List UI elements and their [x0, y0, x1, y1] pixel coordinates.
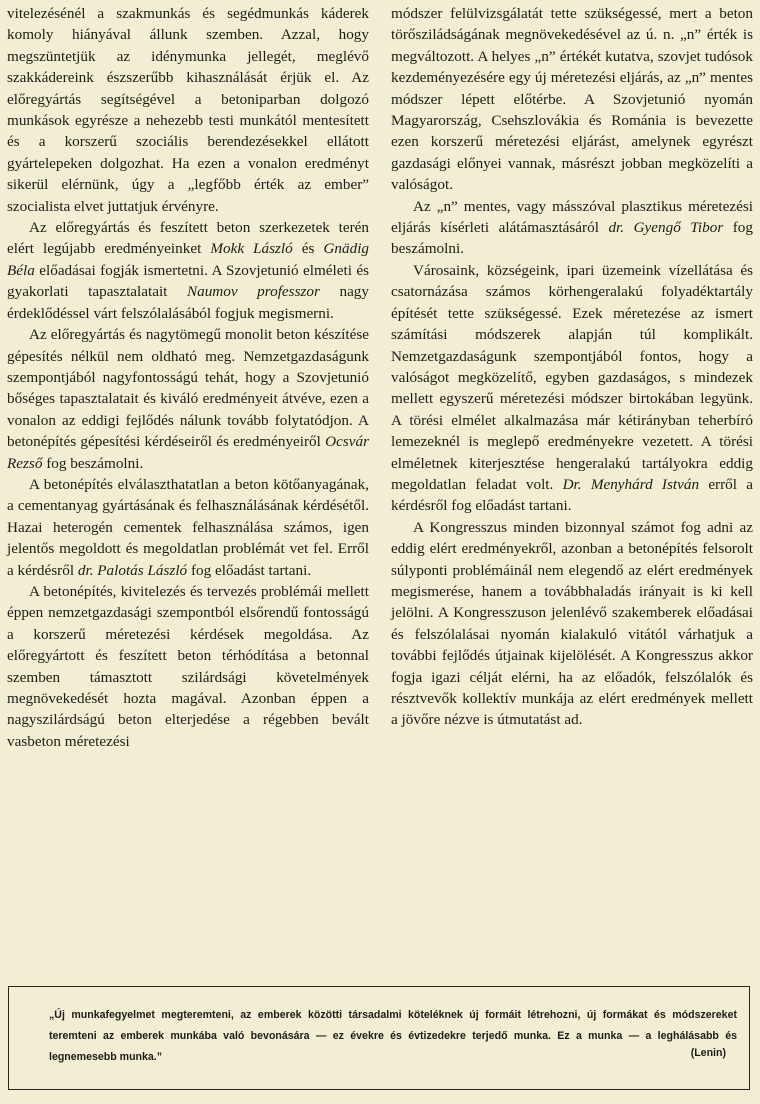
paragraph	[391, 3, 753, 196]
right-column	[391, 3, 753, 731]
person-name: dr. Palotás László	[77, 561, 188, 579]
left-column	[7, 3, 369, 752]
text-run: nagy érdeklődéssel várt felszólalásából fogjuk megismerni.	[7, 283, 369, 322]
paragraph	[391, 260, 753, 517]
paragraph	[7, 217, 369, 324]
paragraph	[7, 324, 369, 474]
text-run: vitelezésénél a szakmunkás és segédmunkás káderek komoly hiányával állunk szemben. Azzal, hogy megszüntetjük az idénymunka jellegét, meglévő szakkádereink észszerűbb kihasználását érjük el. Az előregyártás segítségével a betoniparban dolgozó munkások egyrésze a nehezebb testi munkától mentesített és a korszerű szociális berendezésekkel ellátott gyártelepeken dolgozhat. Ha ezen a vonalon eredményt sikerül elérnünk, úgy a „legfőbb érték az ember” szocialista elvet juttatjuk érvényre.	[7, 5, 369, 215]
text-run: Az előregyártás és feszített beton szerkezetek terén elért legújabb eredményeinket	[7, 219, 369, 258]
text-run: Városaink, községeink, ipari üzemeink vízellátása és csatornázása számos körhengeralakú folyadéktartály építését tette szükségessé. Ezek méretezése az ismert számítási módszerek alapján túl komplikált. Nemzetgazdaságunk szempontjából fontos, hogy a valóságot megközelítő, egyben gazdaságos, s mindezek mellett egyszerű méretezési módszer birtokában legyünk. A törési elmélet alkalmazása már kétirányban teherbíró lemezeknél is meglepő eredményekre vezetett. A törési elméletnek kiterjesztése hengeralakú tartályokra eddig megoldatlan feladat volt.	[391, 261, 753, 493]
person-name: Naumov professzor	[186, 283, 320, 301]
text-run: és	[292, 240, 324, 258]
person-name: dr. Gyengő Tibor	[608, 219, 724, 237]
text-run: előadásai fogják ismertetni. A Szovjetunió elméleti és gyakorlati tapasztalatait	[7, 261, 369, 301]
paragraph	[391, 196, 753, 260]
text-run: A betonépítés elválaszthatatlan a beton kötőanyagának, a cementanyag gyártásának és felhasználásának kérdésétől. Hazai heterogén cementek felhasználása számos, igen jelentős megoldott és megoldatlan problémát vet fel. Erről a kérdésről	[7, 475, 369, 579]
paragraph	[391, 517, 753, 731]
text-run: erről a kérdésről fog előadást tartani.	[391, 475, 753, 515]
quote-attribution: (Lenin)	[690, 1047, 726, 1059]
person-name: Ocsvár Rezső	[7, 433, 369, 472]
person-name: Gnädig Béla	[7, 240, 370, 279]
quote-box	[8, 986, 750, 1090]
text-run: A Kongresszus minden bizonnyal számot fog adni az eddig elért eredményekről, azonban a betonépítés felsorolt súlyponti problémáinál nem elegendő az elért eredmények megismerése, hanem a továbbhaladás irányait is ki kell jelölni. A Kongresszuson jelenlévő szakemberek előadásai és felszólalásai nyomán kialakuló vitától várhatjuk a további fejlődés útjainak kijelölését. A Kongresszus akkor fogja igazi célját elérni, ha az előadók, felszólalók és résztvevők kollektív munkája az elért eredmények mellett a jövőre nézve is útmutatást ad.	[391, 518, 753, 729]
text-run: Az előregyártás és nagytömegű monolit beton készítése gépesítés nélkül nem oldható meg. Nemzetgazdaságunk szempontjából nagyfontosságú tehát, hogy a Szovjetunió bőséges tapasztalatait és kiváló eredményeit átvéve, ezen a vonalon az eddigi fejlődés nálunk tovább folytatódjon. A betonépítés gépesítési kérdéseiről és eredményeiről	[7, 326, 369, 451]
text-run: fog előadást tartani.	[187, 561, 312, 579]
text-run: fog beszámolni.	[42, 454, 144, 472]
person-name: Dr. Menyhárd István	[562, 475, 700, 493]
lenin-quote-text: „Új munkafegyelmet megteremteni, az emberek közötti társadalmi köteléknek új formáit létrehozni, új formákat és módszereket teremteni az emberek munkába való bevonására — ez évekre és évtizedekre terjedő munka. Ez a munka — a leghálásabb és legnemesebb munka.”	[49, 1009, 737, 1063]
paragraph	[7, 581, 369, 752]
person-name: Mokk László	[210, 240, 293, 258]
text-run: fog beszámolni.	[391, 219, 753, 258]
text-run: módszer felülvizsgálatát tette szükségessé, mert a beton törősziládságának megnövekedésével az ú. n. „n” érték is megváltozott. A helyes „n” értékét kutatva, szovjet tudósok kezdeményezésére egy új méretezési eljárás, az „n” mentes módszer lépett előtérbe. A Szovjetunió nyomán Magyarország, Csehszlovákia és Románia is bevezette ezen korszerű méretezési eljárást, amelynek egyrészt gazdasági előnyei vannak, másrészt jobban megközelíti a valóságot.	[391, 5, 753, 194]
text-run: Az „n” mentes, vagy másszóval plasztikus méretezési eljárás kísérleti alátámasztásáról	[391, 197, 753, 237]
paragraph	[7, 3, 369, 217]
text-run: A betonépítés, kivitelezés és tervezés problémái mellett éppen nemzetgazdasági szempontból elsőrendű fontosságú a korszerű méretezési kérdések megoldása. Az előregyártott és feszített beton térhódítása a betonnal szemben támasztott szilárdsági követelmények megnövekedését hozta magával. Azonban éppen a nagyszilárdságú beton elterjedése a régebben bevált vasbeton méretezési	[7, 582, 369, 750]
paragraph	[7, 474, 369, 581]
